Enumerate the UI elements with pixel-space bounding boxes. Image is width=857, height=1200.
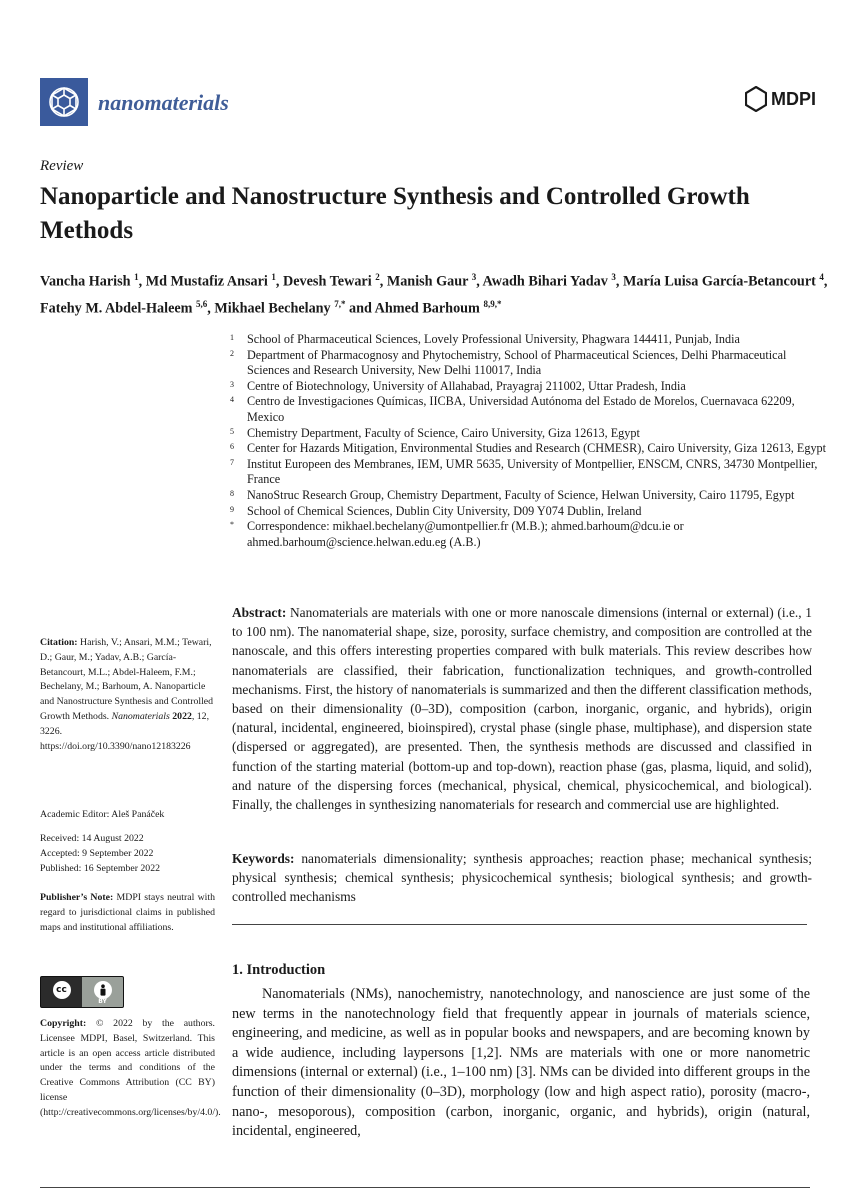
affiliation-text: Correspondence: mikhael.bechelany@umontpellier.fr (M.B.); ahmed.barhoum@dcu.ie or ahmed.barhoum@science.helwan.edu.eg (A.B.) <box>247 519 684 549</box>
affiliations <box>230 332 830 550</box>
author-list <box>40 266 830 319</box>
author-name: María Luisa García-Betancourt <box>623 273 816 290</box>
citation-journal: Nanomaterials <box>111 710 170 722</box>
section-heading: 1. Introduction <box>232 962 326 978</box>
author-affiliation-marker: 3 <box>611 272 616 282</box>
citation-year: 2022 <box>172 710 192 722</box>
affiliation-number: 8 <box>230 488 234 498</box>
author-name: Ahmed Barhoum <box>374 300 480 317</box>
mdpi-logo-icon <box>745 86 767 112</box>
affiliation-number: 6 <box>230 442 234 452</box>
author-name: Manish Gaur <box>386 273 469 290</box>
author-name: Mikhael Bechelany <box>214 300 331 317</box>
affiliation-text: Institut Europeen des Membranes, IEM, UMR 5635, University of Montpellier, ENSCM, CNRS, 34730 Montpellier, France <box>247 456 818 487</box>
author-affiliation-marker: 8,9,* <box>483 298 502 309</box>
affiliation-text: Department of Pharmacognosy and Phytochemistry, School of Pharmaceutical Sciences, Delhi Pharmaceutical Sciences and Research University, New Delhi 110017, India <box>247 347 787 378</box>
affiliation-text: Centre of Biotechnology, University of Allahabad, Prayagraj 211002, Uttar Pradesh, India <box>247 378 686 393</box>
cc-by-license-badge[interactable] <box>40 976 124 1008</box>
journal-name: nanomaterials <box>98 90 229 115</box>
publication-dates <box>40 832 215 876</box>
author-name: Md Mustafiz Ansari <box>145 273 268 290</box>
affiliation-item <box>230 504 830 520</box>
keywords-text: nanomaterials dimensionality; synthesis approaches; reaction phase; mechanical synthesis; physical synthesis; chemical synthesis; physicochemical synthesis; biological synthesis; and growth-controlled mechanisms <box>232 851 812 905</box>
author-separator: , <box>379 273 387 290</box>
affiliation-text: NanoStruc Research Group, Chemistry Department, Faculty of Science, Helwan University, Cairo 11795, Egypt <box>247 487 795 502</box>
affiliation-number: * <box>230 520 234 530</box>
cc-icon: cc <box>53 981 71 999</box>
mdpi-logo <box>745 86 816 112</box>
author-affiliation-marker: 2 <box>375 272 380 282</box>
affiliation-item <box>230 332 830 348</box>
article-type: Review <box>40 158 84 174</box>
article-title: Nanoparticle and Nanostructure Synthesis and Controlled Growth Methods <box>40 183 750 244</box>
affiliation-text: School of Pharmaceutical Sciences, Lovely Professional University, Phagwara 144411, Punjab, India <box>247 332 740 346</box>
abstract-label: Abstract: <box>232 605 287 620</box>
affiliation-number: 2 <box>230 348 234 358</box>
published-date: Published: 16 September 2022 <box>40 862 161 874</box>
author-separator: , <box>823 273 828 290</box>
affiliation-item <box>230 457 830 488</box>
author-separator: , <box>138 273 146 290</box>
publisher-name: MDPI <box>771 88 816 109</box>
publisher-note <box>40 891 215 935</box>
author-affiliation-marker: 5,6 <box>196 298 208 309</box>
author-name: Fatehy M. Abdel-Haleem <box>40 300 193 317</box>
author-and: and <box>345 300 375 317</box>
received-date: Received: 14 August 2022 <box>40 833 144 844</box>
copyright-block <box>40 1017 221 1121</box>
affiliation-text: Chemistry Department, Faculty of Science, Cairo University, Giza 12613, Egypt <box>247 425 640 440</box>
affiliation-number: 1 <box>230 333 234 342</box>
copyright-text: © 2022 by the authors. Licensee MDPI, Basel, Switzerland. This article is an open access article distributed under the terms and conditions of the Creative Commons Attribution (CC BY) license (http://creativecommons.org/licenses/by/4.0/). <box>40 1018 221 1118</box>
author-affiliation-marker: 1 <box>134 272 139 282</box>
copyright-label: Copyright: <box>40 1018 87 1029</box>
affiliation-item <box>230 519 830 550</box>
affiliation-item <box>230 441 830 457</box>
author-separator: , <box>275 273 283 290</box>
affiliation-item <box>230 488 830 504</box>
author-name: Awadh Bihari Yadav <box>482 273 608 290</box>
pubnote-text: MDPI stays neutral with regard to jurisdictional claims in published maps and institutional affiliations. <box>40 892 216 933</box>
intro-paragraph: Nanomaterials (NMs), nanochemistry, nanotechnology, and nanoscience are just some of the new terms in the nanotechnology field that frequently appear in journals of materials science, engineering, and medicine, as well as in popular books and newspapers, and are becoming known by a wide audience, including laypersons [1,2]. NMs are materials with one or more nanometric dimensions (internal or external) (i.e., 1–100 nm) [3]. NMs can be divided into different groups in the function of their dimensionality (0–3D), morphology (low and high aspect ratio), porosity (macro-, nano-, mesoporous), composition (carbon, inorganic, organic, and hybrids), origin (natural, incidental, engineered, <box>232 986 810 1140</box>
by-label: BY <box>98 998 107 1005</box>
author-affiliation-marker: 3 <box>471 272 477 282</box>
affiliation-text: Centro de Investigaciones Químicas, IICBA, Universidad Autónoma del Estado de Morelos, Cuernavaca 62209, Mexico <box>247 394 795 424</box>
abstract-text: Nanomaterials are materials with one or more nanoscale dimensions (internal or external) (i.e., 1 to 100 nm). The nanomaterial shape, size, porosity, surface chemistry, and composition are controlled at the nanoscale, and this offers interesting properties compared with bulk materials. This review describes how nanomaterials are classified, their fabrication, functionalization techniques, and growth-controlled mechanisms. First, the history of nanomaterials is summarized and then the different classification methods, based on their dimensionality (0–3D), composition (carbon, inorganic, organic, and hybrids), origin (natural, incidental, engineered, bioinspired), crystal phase (single phase, multiphase), and dispersion state (dispersed or aggregated), are presented. Then, the synthesis methods are discussed and classified in function of the starting material (bottom-up and top-down), reaction phase (gas, plasma, liquid, and solid), and nature of the dispersing forces (mechanical, physical, chemical, physicochemical, and biological). Finally, the challenges in synthesizing nanomaterials for research and commercial use are highlighted. <box>232 605 812 813</box>
affiliation-number: 4 <box>230 395 234 405</box>
affiliation-text: Center for Hazards Mitigation, Environmental Studies and Research (CHMESR), Cairo University, Giza 12613, Egypt <box>247 441 827 456</box>
affiliation-item <box>230 379 830 395</box>
affiliation-number: 5 <box>230 426 234 436</box>
author-affiliation-marker: 4 <box>819 272 824 282</box>
page-bottom-divider <box>40 1187 810 1188</box>
author-separator: , <box>615 273 624 290</box>
affiliation-text: School of Chemical Sciences, Dublin City University, D09 Y074 Dublin, Ireland <box>247 503 642 518</box>
author-name: Devesh Tewari <box>283 273 372 290</box>
citation-label: Citation: <box>40 637 78 648</box>
citation-text: Harish, V.; Ansari, M.M.; Tewari, D.; Gaur, M.; Yadav, A.B.; García-Betancourt, M.L.; Abdel-Haleem, F.M.; Bechelany, M.; Barhoum, A. Nanoparticle and Nanostructure Synthesis and Controlled Growth Methods. <box>40 637 214 722</box>
author-affiliation-marker: 7,* <box>334 298 346 309</box>
author-name: Vancha Harish <box>40 273 131 290</box>
person-icon <box>94 981 112 999</box>
keywords <box>232 849 812 907</box>
author-separator: , <box>476 273 483 290</box>
author-separator: , <box>207 300 215 317</box>
accepted-date: Accepted: 9 September 2022 <box>40 847 154 859</box>
affiliation-number: 7 <box>230 457 234 467</box>
affiliation-item <box>230 394 830 425</box>
academic-editor: Academic Editor: Aleš Panáček <box>40 809 165 820</box>
keywords-label: Keywords: <box>232 851 295 866</box>
affiliation-item <box>230 348 830 379</box>
author-affiliation-marker: 1 <box>271 272 276 282</box>
nanomaterials-logo-icon <box>40 78 88 126</box>
citation-doi[interactable]: , 12, 3226. https://doi.org/10.3390/nano12183226 <box>40 710 210 752</box>
abstract <box>232 603 812 814</box>
pubnote-label: Publisher’s Note: <box>40 892 114 903</box>
section-divider <box>232 924 807 925</box>
affiliation-item <box>230 426 830 442</box>
affiliation-number: 9 <box>230 504 234 514</box>
citation-block <box>40 636 215 754</box>
affiliation-number: 3 <box>230 379 234 389</box>
